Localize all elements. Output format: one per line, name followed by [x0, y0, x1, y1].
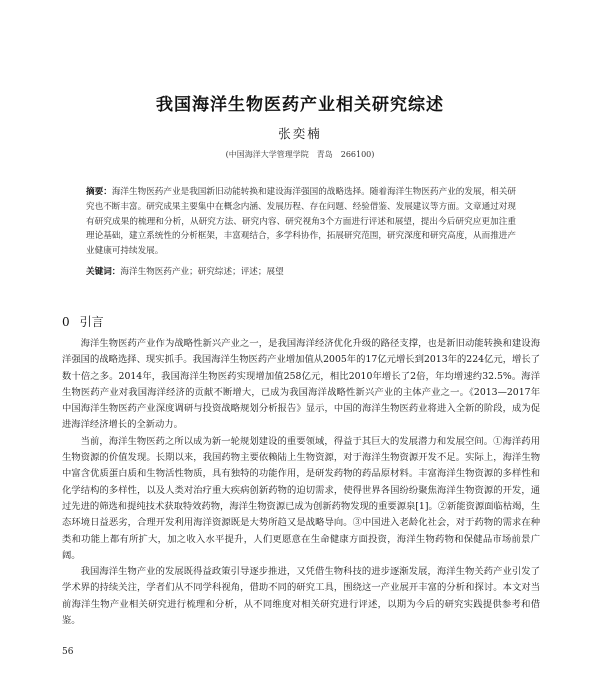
keywords-text: 海洋生物医药产业；研究综述；评述；展望 [120, 267, 284, 277]
keywords-label: 关键词： [86, 267, 121, 277]
abstract-label: 摘要： [86, 187, 112, 197]
abstract [86, 185, 516, 259]
paper-title: 我国海洋生物医药产业相关研究综述 [156, 95, 444, 115]
section-number: 0 [62, 315, 70, 329]
page-number: 56 [62, 647, 74, 657]
keywords [86, 265, 516, 279]
paragraph: 海洋生物医药产业作为战略性新兴产业之一，是我国海洋经济优化升级的路径支撑，也是新旧动能转换和建设海洋强国的战略选择、现实抓手。我国海洋生物医药产业增加值从2005年的17亿元增长到2013年的224亿元，增长了数十倍之多。2014年，我国海洋生物医药实现增加值258亿元，相比2010年增长了2倍，年均增速约32.5%。海洋生物医药产业对我国海洋经济的贡献不断增大，已成为我国海洋战略性新兴产业的主体产业之一。《2013—2017年中国海洋生物医药产业深度调研与投资战略规划分析报告》显示，中国的海洋生物医药业将进入全新的阶段，成为促进海洋经济增长的全新动力。 [62, 338, 540, 431]
body-text [62, 336, 540, 629]
paragraph: 我国海洋生物产业的发展既得益政策引导逐步推进，又凭借生物科技的进步逐渐发展，海洋生物关药产业引发了学术界的持续关注，学者们从不同学科视角，借助不同的研究工具，围绕这一产业展开丰富的分析和探讨。本文对当前海洋生物产业相关研究进行梳理和分析，从不同维度对相关研究进行评述，以期为今后的研究实践提供参考和借鉴。 [62, 566, 540, 627]
section-heading-introduction [62, 313, 104, 330]
author-affiliation: (中国海洋大学管理学院 青岛 266100) [225, 150, 375, 159]
section-title: 引言 [79, 315, 104, 329]
author-name: 张奕楠 [278, 126, 322, 141]
paragraph: 当前，海洋生物医药之所以成为新一轮规划建设的重要领域，得益于其巨大的发展潜力和发展空间。①海洋药用生物资源的价值发现。长期以来，我国药物主要依赖陆上生物资源，对于海洋生物资源开发不足。实际上，海洋生物中富含优质蛋白质和生物活性物质，具有独特的功能作用，是研发药物的药品原材料。丰富海洋生物资源的多样性和化学结构的多样性，以及人类对治疗重大疾病创新药物的迫切需求，使得世界各国纷纷聚焦海洋生物资源的开发，通过先进的筛选和提纯技术获取特效药物，海洋生物资源已成为创新药物发现的重要源泉[1]。②新能资源面临枯竭，生态环境日益恶劣，合理开发利用海洋资源既是大势所趋又是战略导向。③中国进入老龄化社会，对于药物的需求在种类和功能上都有所扩大，加之收入水平提升，人们更愿意在生命健康方面投资，海洋生物药物和保健品市场前景广阔。 [62, 435, 541, 561]
abstract-text: 海洋生物医药产业是我国新旧动能转换和建设海洋强国的战略选择。随着海洋生物医药产业的发展，相关研究也不断丰富。研究成果主要集中在概念内涵、发展历程、存在问题、经验借鉴、发展建议等方面。文章通过对现有研究成果的梳理和分析，从研究方法、研究内容、研究视角3个方面进行评述和展望，提出今后研究应更加注重理论基础，建立系统性的分析框架，丰富观结合，多学科协作，拓展研究范围，研究深度和研究高度，从而推进产业健康可持续发展。 [86, 187, 516, 257]
